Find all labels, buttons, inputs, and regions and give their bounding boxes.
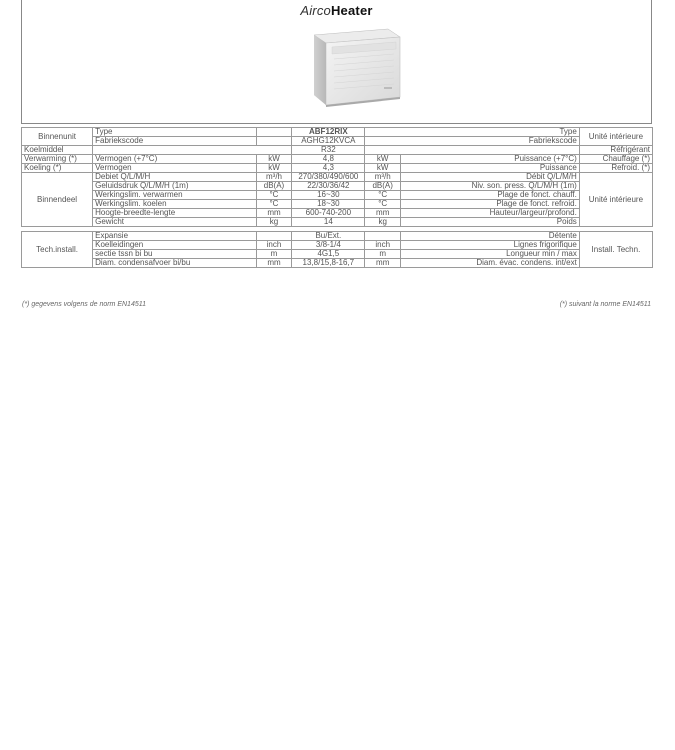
unit-cell: dB(A): [256, 182, 292, 191]
group-label-unite-interieure-2: Unité intérieure: [579, 173, 652, 227]
spec-table: [21, 127, 653, 268]
label-fr: Niv. son. press. Q/L/M/H (1m): [400, 182, 579, 191]
unit-cell-fr: °C: [365, 200, 401, 209]
unit-cell: m: [256, 250, 292, 259]
unit-cell-fr: dB(A): [365, 182, 401, 191]
unit-cell: kg: [256, 218, 292, 227]
value-sound-pressure: 22/30/36/42: [292, 182, 365, 191]
label-fr: Plage de fonct. chauff.: [400, 191, 579, 200]
table-row: [22, 209, 653, 218]
footnote-nl: (*) gegevens volgens de norm EN14511: [22, 301, 147, 308]
label-fr: Puissance (+7°C): [400, 155, 579, 164]
table-row: [22, 128, 653, 137]
value-refrigerant: R32: [292, 146, 365, 155]
unit-cell-fr: kW: [365, 155, 401, 164]
label-nl: Gewicht: [93, 218, 257, 227]
table-row: [22, 241, 653, 250]
product-image: [308, 25, 406, 111]
label-nl: Vermogen: [93, 164, 257, 173]
group-label-refroid: Refroid. (*): [579, 164, 652, 173]
label-nl: sectie tssn bi bu: [93, 250, 257, 259]
brand-logo-part2: Heater: [330, 3, 373, 18]
group-label-koelmiddel: Koelmiddel: [22, 146, 93, 155]
table-row: [22, 173, 653, 182]
unit-cell: [256, 232, 292, 241]
table-row: [22, 191, 653, 200]
label-nl: Vermogen (+7°C): [93, 155, 257, 164]
label-fr: Détente: [400, 232, 579, 241]
unit-cell: inch: [256, 241, 292, 250]
group-label-unite-interieure: Unité intérieure: [579, 128, 652, 146]
brand-logo-part1: Airco: [300, 3, 331, 18]
unit-cell-fr: mm: [365, 259, 401, 268]
value-factory-code: AGHG12KVCA: [292, 137, 365, 146]
label-nl: Type: [93, 128, 257, 137]
table-row: [22, 259, 653, 268]
label-fr: Débit Q/L/M/H: [400, 173, 579, 182]
group-label-refrigerant: Réfrigérant: [579, 146, 652, 155]
label-nl: [93, 146, 292, 155]
group-label-koeling: Koeling (*): [22, 164, 93, 173]
unit-cell: °C: [256, 200, 292, 209]
value-model: ABF12RIX: [292, 128, 365, 137]
label-nl: Debiet Q/L/M/H: [93, 173, 257, 182]
label-fr: Lignes frigorifique: [400, 241, 579, 250]
brand-logo: [22, 3, 651, 18]
unit-cell: kW: [256, 164, 292, 173]
value-cooling-capacity: 4,3: [292, 164, 365, 173]
value-cable-section: 4G1,5: [292, 250, 365, 259]
empty-cell: [256, 128, 292, 137]
table-row: [22, 137, 653, 146]
table-row: [22, 250, 653, 259]
unit-cell-fr: inch: [365, 241, 401, 250]
label-fr: Plage de fonct. refroid.: [400, 200, 579, 209]
unit-cell-fr: kW: [365, 164, 401, 173]
value-condensate-diameter: 13,8/15,8-16,7: [292, 259, 365, 268]
unit-cell-fr: °C: [365, 191, 401, 200]
group-label-tech-install: Tech.install.: [22, 232, 93, 268]
group-label-install-techn: Install. Techn.: [579, 232, 652, 268]
unit-cell: mm: [256, 259, 292, 268]
value-expansion: Bu/Ext.: [292, 232, 365, 241]
label-nl: Expansie: [93, 232, 257, 241]
label-nl: Werkingslim. koelen: [93, 200, 257, 209]
label-nl: Koelleidingen: [93, 241, 257, 250]
label-nl: Diam. condensafvoer bi/bu: [93, 259, 257, 268]
label-fr: Fabriekscode: [365, 137, 579, 146]
value-heating-capacity: 4,8: [292, 155, 365, 164]
label-fr: Longueur min / max: [400, 250, 579, 259]
value-dimensions: 600-740-200: [292, 209, 365, 218]
empty-cell: [256, 137, 292, 146]
label-nl: Fabriekscode: [93, 137, 257, 146]
label-fr: Poids: [400, 218, 579, 227]
label-fr: Type: [365, 128, 579, 137]
table-row: [22, 232, 653, 241]
label-nl: Geluidsdruk Q/L/M/H (1m): [93, 182, 257, 191]
group-label-binnendeel: Binnendeel: [22, 173, 93, 227]
label-nl: Werkingslim. verwarmen: [93, 191, 257, 200]
unit-cell: kW: [256, 155, 292, 164]
unit-cell-fr: m³/h: [365, 173, 401, 182]
table-row: [22, 182, 653, 191]
group-label-verwarming: Verwarming (*): [22, 155, 93, 164]
table-row: [22, 164, 653, 173]
unit-cell-fr: kg: [365, 218, 401, 227]
label-fr: Hauteur/largeur/profond.: [400, 209, 579, 218]
value-heating-range: 16~30: [292, 191, 365, 200]
label-fr: Diam. évac. condens. int/ext: [400, 259, 579, 268]
group-label-chauffage: Chauffage (*): [579, 155, 652, 164]
value-airflow: 270/380/490/600: [292, 173, 365, 182]
value-refrigerant-lines: 3/8-1/4: [292, 241, 365, 250]
unit-cell-fr: m: [365, 250, 401, 259]
group-label-binnenunit: Binnenunit: [22, 128, 93, 146]
unit-cell: mm: [256, 209, 292, 218]
unit-cell-fr: mm: [365, 209, 401, 218]
value-weight: 14: [292, 218, 365, 227]
value-cooling-range: 18~30: [292, 200, 365, 209]
table-row: [22, 200, 653, 209]
table-row: [22, 155, 653, 164]
unit-cell: m³/h: [256, 173, 292, 182]
footnote-fr: (*) suivant la norme EN14511: [559, 301, 651, 308]
table-row: [22, 146, 653, 155]
label-fr: [365, 146, 579, 155]
unit-cell-fr: [365, 232, 401, 241]
unit-cell: °C: [256, 191, 292, 200]
header-box: [21, 0, 652, 124]
table-row: [22, 218, 653, 227]
label-nl: Hoogte-breedte-lengte: [93, 209, 257, 218]
label-fr: Puissance: [400, 164, 579, 173]
